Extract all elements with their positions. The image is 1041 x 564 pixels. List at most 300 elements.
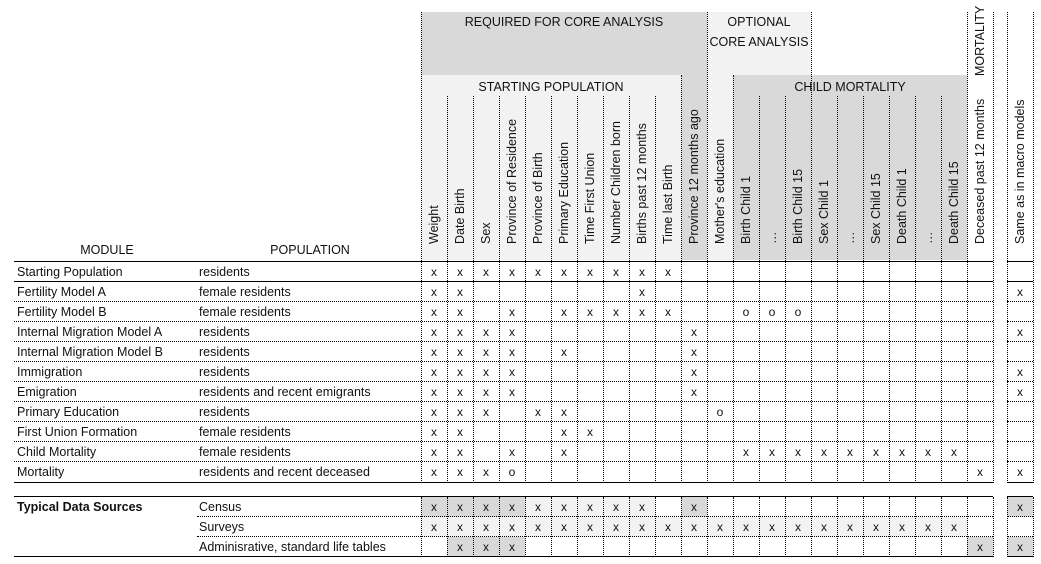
source-cell [863,537,889,557]
source-cell: x [629,497,655,517]
source-cell: x [499,497,525,517]
grid-vline [577,497,578,557]
table-cell [473,422,499,442]
table-cell: x [769,445,775,459]
grid-vline [915,497,916,557]
table-cell [785,342,811,362]
column-header-label: Weight [427,205,441,244]
table-cell: o [716,405,724,419]
column-header [655,96,681,260]
table-cell [707,322,733,342]
population-name: female residents [199,425,291,439]
table-cell [655,382,681,402]
grid-vline [707,12,708,483]
grid-vline [759,497,760,557]
table-cell [811,322,837,342]
table-cell [473,302,499,322]
table-cell [941,362,967,382]
table-cell [889,262,915,282]
table-cell [499,422,525,442]
source-cell: x [473,537,499,557]
table-cell [863,422,889,442]
table-cell: x [483,365,489,379]
table-cell [915,362,941,382]
grid-vline [655,96,656,483]
table-cell: x [457,385,463,399]
table-cell [967,422,993,442]
table-cell [1007,302,1033,322]
table-cell [837,382,863,402]
population-name: female residents [199,305,291,319]
table-cell: x [613,305,619,319]
grid-vline [551,497,552,557]
source-cell: x [889,517,915,537]
row-divider [1007,401,1033,402]
table-cell: x [561,265,567,279]
table-cell [967,382,993,402]
column-header [941,96,967,260]
source-cell: x [499,537,525,557]
population-name: residents [199,265,250,279]
table-cell [863,462,889,482]
table-cell [837,422,863,442]
source-cell [525,537,551,557]
table-cell [889,302,915,322]
grid-vline [447,96,448,483]
table-cell: x [561,305,567,319]
column-header-label: Birth Child 15 [791,168,805,244]
column-header-label: … [921,231,935,244]
table-cell [837,262,863,282]
column-header [577,96,603,260]
column-header-label: Province 12 months ago [687,109,701,244]
grid-vline [629,96,630,483]
sources-top-rule [1007,496,1033,497]
module-name: Internal Migration Model A [17,325,163,339]
source-cell [915,537,941,557]
column-header [811,96,837,260]
table-cell: x [665,305,671,319]
table-cell: x [457,465,463,479]
table-cell [967,362,993,382]
table-cell: x [509,365,515,379]
table-cell [551,282,577,302]
table-cell [629,322,655,342]
row-divider [197,516,993,517]
table-cell: x [457,425,463,439]
table-cell [941,462,967,482]
table-cell [577,322,603,342]
table-cell [759,362,785,382]
table-cell [967,342,993,362]
table-cell [603,362,629,382]
starting-population-label: STARTING POPULATION [478,80,624,94]
table-cell [837,362,863,382]
row-divider [14,301,993,302]
population-name: residents [199,405,250,419]
table-cell: x [431,465,437,479]
column-header-label: Births past 12 months [635,123,649,244]
row-divider [14,421,993,422]
table-cell [681,302,707,322]
module-name: Primary Education [17,405,120,419]
module-name: Immigration [17,365,83,379]
grid-vline [1033,497,1034,557]
table-cell [733,462,759,482]
table-cell: x [587,425,593,439]
table-cell [967,302,993,322]
column-header [889,96,915,260]
source-cell [733,537,759,557]
table-cell: x [665,265,671,279]
column-header-label: Mother's education [713,138,727,244]
column-header [421,96,447,260]
column-header [863,96,889,260]
table-cell: x [613,265,619,279]
source-cell [811,497,837,517]
grid-vline [941,497,942,557]
table-cell [707,382,733,402]
table-cell [525,422,551,442]
column-header [447,96,473,260]
column-header [967,96,993,260]
column-header-label: Time First Union [583,152,597,244]
source-cell [655,537,681,557]
table-cell: x [431,365,437,379]
row-divider [1007,301,1033,302]
table-cell: x [1017,465,1023,479]
source-cell: x [447,517,473,537]
table-cell [941,262,967,282]
table-cell [785,362,811,382]
source-cell: x [525,497,551,517]
sources-bottom-rule [14,556,993,557]
table-cell: x [535,265,541,279]
table-cell [499,402,525,422]
table-cell [889,342,915,362]
table-cell [655,322,681,342]
column-header [837,96,863,260]
table-cell: x [847,445,853,459]
column-header [707,96,733,260]
table-cell [551,382,577,402]
table-cell [733,282,759,302]
grid-vline [837,96,838,483]
grid-vline [473,497,474,557]
table-cell [707,462,733,482]
table-cell [759,402,785,422]
table-cell [655,282,681,302]
table-cell: x [561,405,567,419]
table-cell: x [509,385,515,399]
column-header-label: Date Birth [453,188,467,244]
table-cell [1007,342,1033,362]
row-divider [1007,461,1033,462]
required-band [421,12,707,75]
table-cell [733,402,759,422]
table-cell: x [925,445,931,459]
source-cell: x [577,517,603,537]
grid-vline [811,497,812,557]
table-cell [785,382,811,402]
table-cell [629,362,655,382]
grid-vline [889,497,890,557]
table-cell [915,402,941,422]
column-header-label: Number Children born [609,121,623,244]
table-cell: x [691,345,697,359]
table-cell: x [821,445,827,459]
table-cell [863,282,889,302]
source-cell [967,497,993,517]
table-cell [759,262,785,282]
table-cell [889,462,915,482]
table-cell [707,262,733,282]
table-cell: x [457,365,463,379]
row-divider [1007,441,1033,442]
grid-vline [525,497,526,557]
table-cell [941,382,967,402]
optional-label-line2: CORE ANALYSIS [709,35,809,49]
source-cell [707,497,733,517]
column-header [525,96,551,260]
module-name: Fertility Model A [17,285,106,299]
table-cell: x [587,305,593,319]
grid-vline [863,497,864,557]
table-cell [629,422,655,442]
table-cell [577,382,603,402]
table-cell [811,262,837,282]
table-cell [837,462,863,482]
table-cell [733,362,759,382]
table-cell [889,402,915,422]
table-cell [967,442,993,462]
table-cell [863,402,889,422]
table-cell [759,382,785,402]
table-cell [707,282,733,302]
grid-vline [603,96,604,483]
table-cell [967,322,993,342]
table-cell: x [1017,365,1023,379]
source-cell: x [681,497,707,517]
row-divider [14,321,993,322]
grid-vline [681,497,682,557]
population-header: POPULATION [270,243,350,257]
source-cell: x [681,517,707,537]
table-cell [889,282,915,302]
table-cell: x [457,345,463,359]
table-cell [577,442,603,462]
table-cell: x [457,445,463,459]
table-cell [863,382,889,402]
source-cell [915,497,941,517]
grid-vline [499,497,500,557]
grid-vline [551,96,552,483]
grid-vline [1033,12,1034,483]
source-cell: x [707,517,733,537]
table-cell [863,262,889,282]
grid-vline [1007,12,1008,483]
mortality-band [967,5,993,96]
table-cell [837,302,863,322]
source-cell: x [473,497,499,517]
module-name: Child Mortality [17,445,97,459]
grid-vline [941,96,942,483]
column-header-label: Sex [479,222,493,244]
column-header [551,96,577,260]
population-name: residents [199,365,250,379]
source-cell [759,537,785,557]
data-source-name: Adminisrative, standard life tables [199,540,386,554]
table-cell: o [768,305,776,319]
table-cell [733,322,759,342]
table-cell [785,262,811,282]
table-cell [759,422,785,442]
table-cell [889,362,915,382]
source-cell: x [629,517,655,537]
table-cell [811,362,837,382]
table-cell [863,322,889,342]
table-cell: x [431,305,437,319]
grid-vline [577,96,578,483]
source-cell: x [811,517,837,537]
source-cell [681,537,707,557]
source-cell: x [421,497,447,517]
source-cell: x [759,517,785,537]
table-cell [681,462,707,482]
column-header [473,96,499,260]
source-cell: x [473,517,499,537]
table-cell [889,382,915,402]
column-header-label: Deceased past 12 months [973,98,987,244]
table-cell [603,462,629,482]
table-cell [707,442,733,462]
source-cell [863,497,889,517]
source-cell: x [499,517,525,537]
column-header-label: Sex Child 1 [817,180,831,244]
table-cell [551,362,577,382]
table-cell: x [431,385,437,399]
table-cell: x [431,445,437,459]
column-header-label: Birth Child 1 [739,175,753,244]
grid-vline [811,12,812,483]
module-name: Emigration [17,385,77,399]
table-cell [915,342,941,362]
source-cell: x [1007,497,1033,517]
row-divider [1007,421,1033,422]
table-cell: x [691,325,697,339]
table-cell [811,462,837,482]
table-cell [941,402,967,422]
source-cell: x [785,517,811,537]
column-header [603,96,629,260]
optional-band [707,12,811,75]
table-cell [577,402,603,422]
table-cell [551,462,577,482]
table-cell [941,342,967,362]
table-cell [785,322,811,342]
row-rule [1007,281,1033,282]
table-cell [785,282,811,302]
grid-vline [993,497,994,557]
source-cell: x [447,497,473,517]
table-cell [889,322,915,342]
table-cell: x [509,445,515,459]
table-cell: x [431,325,437,339]
table-cell: x [509,305,515,319]
table-cell [525,442,551,462]
row-rule [14,281,993,282]
table-cell [967,262,993,282]
module-name: Starting Population [17,265,123,279]
grid-vline [421,12,422,483]
table-cell [837,402,863,422]
table-bottom-rule [14,482,993,483]
table-cell [915,382,941,402]
table-cell: x [743,445,749,459]
table-cell [525,282,551,302]
table-cell [941,322,967,342]
table-cell [785,462,811,482]
table-cell: o [742,305,750,319]
table-cell [551,322,577,342]
column-header [681,96,707,260]
table-cell [915,322,941,342]
table-cell [759,322,785,342]
table-cell: x [509,265,515,279]
source-cell [837,537,863,557]
table-cell [889,422,915,442]
table-cell [473,282,499,302]
table-cell [655,402,681,422]
table-cell [733,262,759,282]
header-rule [14,261,993,262]
source-cell [889,497,915,517]
table-cell [629,382,655,402]
row-divider [197,536,993,537]
table-cell [1007,422,1033,442]
table-cell [941,282,967,302]
source-cell: x [551,497,577,517]
table-cell [811,422,837,442]
table-cell [837,342,863,362]
grid-vline [447,497,448,557]
grid-vline [707,497,708,557]
table-cell [759,342,785,362]
table-cell: o [794,305,802,319]
column-header [733,96,759,260]
table-cell [785,422,811,442]
table-cell: x [1017,385,1023,399]
row-divider [1007,516,1033,517]
source-cell [889,537,915,557]
table-cell [577,462,603,482]
source-cell [421,537,447,557]
source-cell: x [863,517,889,537]
source-cell: x [733,517,759,537]
table-cell: x [639,285,645,299]
table-cell [811,342,837,362]
column-header-label: Sex Child 15 [869,173,883,244]
table-cell [629,462,655,482]
row-divider [1007,341,1033,342]
grid-vline [655,497,656,557]
table-cell [915,262,941,282]
column-header-label: Primary Education [557,141,571,244]
grid-vline [525,96,526,483]
column-header-label: Province of Residence [505,118,519,244]
source-cell: x [655,517,681,537]
source-cell: x [551,517,577,537]
